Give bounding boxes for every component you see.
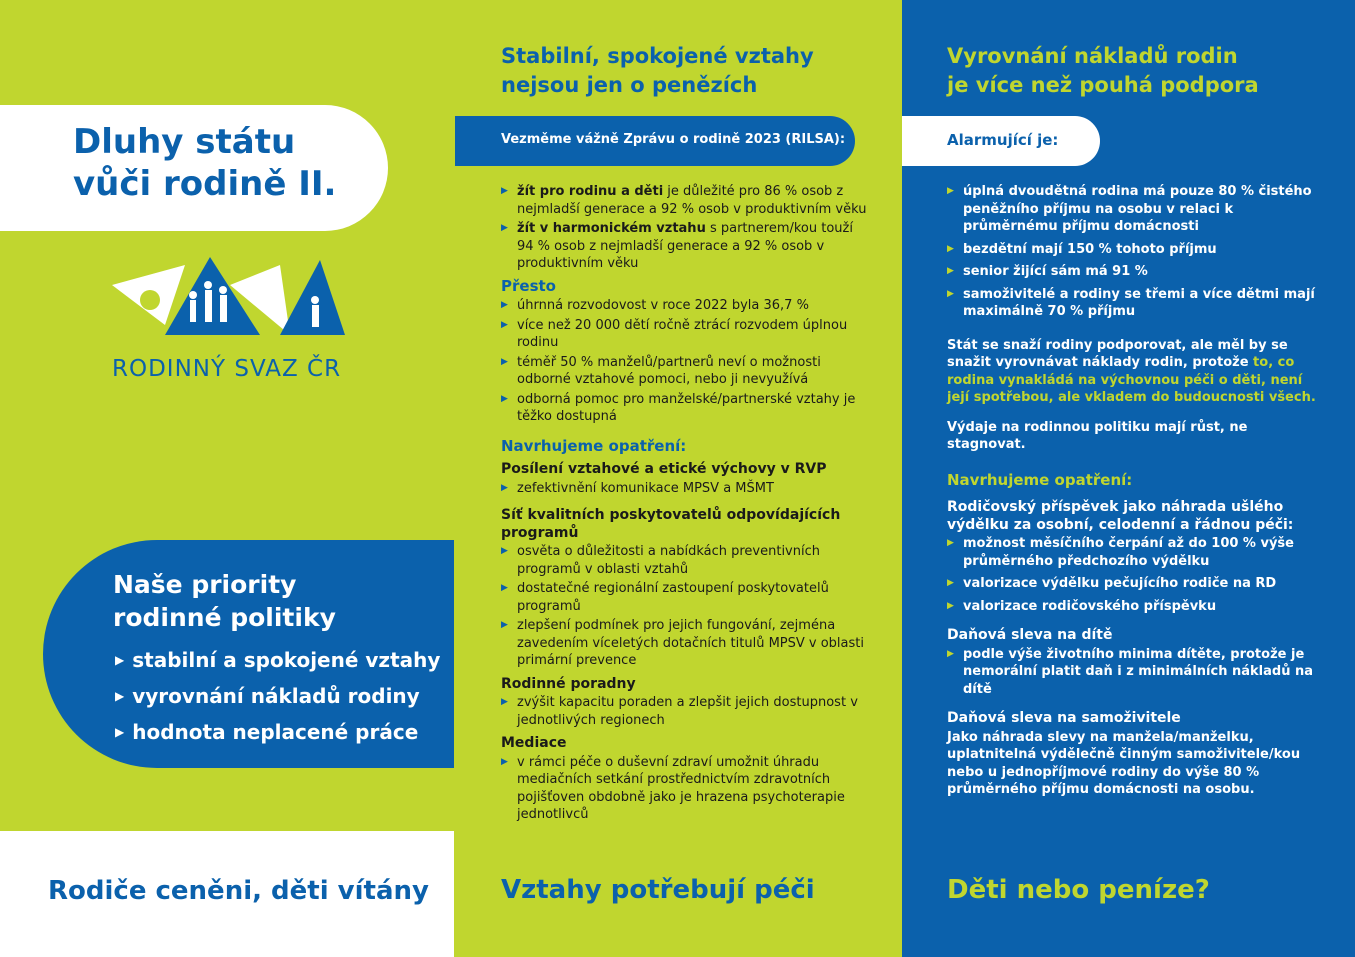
list-item: ▶ osvěta o důležitosti a nabídkách preventivních programů v oblasti vztahů — [501, 544, 820, 577]
bullet-triangle-icon: ▶ — [501, 393, 508, 404]
measure-list — [947, 535, 1317, 615]
paragraph: Jako náhrada slevy na manžela/manželku, uplatnitelná výdělečně činným samoživitele/kou nebo u jednopříjmové rodiny do výše 80 % průměrného příjmu domácnosti na osobu. — [947, 729, 1301, 797]
list-item: ▶ zvýšit kapacitu poraden a zlepšit jejich dostupnost v jednotlivých regionech — [501, 695, 858, 728]
bullet-triangle-icon: ▶ — [501, 583, 508, 593]
bullet-triangle-icon: ▶ — [947, 600, 954, 611]
bullet-triangle-icon: ▶ — [947, 288, 954, 299]
bullet-triangle-icon: ▶ — [501, 756, 508, 767]
page-title — [73, 121, 336, 205]
bullet-triangle-icon: ▶ — [501, 620, 508, 630]
measure-list — [947, 646, 1317, 699]
bullet-triangle-icon: ▶ — [947, 578, 954, 588]
priority-item: ▶ stabilní a spokojené vztahy — [115, 642, 440, 678]
presto-heading: Přesto — [501, 276, 556, 295]
measure-title: Posílení vztahové a etické výchovy v RVP — [501, 461, 827, 477]
bullet-triangle-icon: ▶ — [501, 186, 508, 196]
priorities-heading: Naše priority rodinné politiky — [113, 570, 336, 632]
list-item: ▶ žít pro rodinu a děti je důležité pro 86 % osob z nejmladší generace a 92 % osob v produktivním věku — [501, 184, 867, 217]
measure-title: Rodinné poradny — [501, 675, 636, 692]
measure-list — [501, 754, 871, 824]
title-pill — [0, 105, 388, 231]
list-item: ▶ bezdětní mají 150 % tohoto příjmu — [947, 241, 1217, 257]
right-content — [947, 183, 1317, 799]
footer-slogan-middle: Vztahy potřebují péči — [501, 875, 815, 905]
priority-item: ▶ hodnota neplacené práce — [115, 714, 440, 750]
list-item: ▶ odborná pomoc pro manželské/partnerské vztahy je těžko dostupná — [501, 391, 856, 424]
bullet-triangle-icon: ▶ — [501, 356, 508, 367]
list-item: ▶ valorizace výdělku pečujícího rodiče na RD — [947, 576, 1277, 591]
bullet-triangle-icon: ▶ — [115, 689, 125, 703]
right-panel — [902, 0, 1355, 957]
measure-list — [501, 543, 871, 670]
list-item: ▶ v rámci péče o duševní zdraví umožnit úhradu mediačních setkání prostřednictvím zdravotních pojišťoven obdobně jako je hrazena psychoterapie jednotlivců — [501, 754, 845, 822]
measures-heading: Navrhujeme opatření: — [501, 436, 687, 455]
alarm-list — [947, 183, 1317, 321]
bullet-triangle-icon: ▶ — [947, 538, 954, 548]
measure-list — [501, 694, 871, 729]
right-heading: Vyrovnání nákladů rodin je více než pouhá podpora — [947, 44, 1259, 97]
footer-box-left — [0, 831, 454, 957]
paragraph: Stát se snaží rodiny podporovat, ale měl by se snažit vyrovnávat náklady rodin, protože to, co rodina vynakládá na výchovnou péči o děti, není její spotřebou, ale vkladem do budoucnosti všech. — [947, 337, 1316, 405]
measures-heading: Navrhujeme opatření: — [947, 470, 1133, 489]
list-item: ▶ úhrnná rozvodovost v roce 2022 byla 36,7 % — [501, 298, 809, 313]
list-item: ▶ zefektivnění komunikace MPSV a MŠMT — [501, 480, 774, 496]
measure-title: Mediace — [501, 735, 567, 751]
measure-list — [501, 480, 871, 498]
priorities-list — [115, 642, 440, 750]
list-item: ▶ senior žijící sám má 91 % — [947, 264, 1148, 279]
title-line-1: Dluhy státu — [73, 122, 296, 162]
measure-title: Síť kvalitních poskytovatelů odpovídajících programů — [501, 507, 841, 541]
bullet-triangle-icon: ▶ — [115, 653, 125, 667]
list-item: ▶ téměř 50 % manželů/partnerů neví o možnosti odborné vztahové pomoci, nebo ji nevyužívá — [501, 354, 821, 387]
bullet-triangle-icon: ▶ — [947, 266, 954, 276]
bullet-triangle-icon: ▶ — [115, 725, 125, 739]
list-item: ▶ dostatečné regionální zastoupení poskytovatelů programů — [501, 581, 829, 614]
middle-panel — [454, 0, 902, 957]
bullet-triangle-icon: ▶ — [501, 697, 508, 707]
list-item: ▶ úplná dvoudětná rodina má pouze 80 % čistého peněžního příjmu na osobu v relaci k průměrnému příjmu domácnosti — [947, 184, 1312, 234]
footer-slogan-right: Děti nebo peníze? — [947, 875, 1210, 905]
measure-title: Daňová sleva na samoživitele — [947, 710, 1181, 726]
bullet-triangle-icon: ▶ — [947, 243, 954, 254]
bullet-triangle-icon: ▶ — [947, 186, 954, 196]
right-bar: Alarmující je: — [902, 116, 1100, 166]
measure-title: Rodičovský příspěvek jako náhrada ušlého výdělku za osobní, celodenní a řádnou péči: — [947, 499, 1294, 533]
list-item: ▶ více než 20 000 dětí ročně ztrácí rozvodem úplnou rodinu — [501, 317, 848, 350]
bullet-triangle-icon: ▶ — [501, 300, 508, 310]
bullet-triangle-icon: ▶ — [947, 648, 954, 659]
list-item: ▶ valorizace rodičovského příspěvku — [947, 598, 1217, 614]
list-item: ▶ podle výše životního minima dítěte, protože je nemorální platit daň i z minimálních nákladů na dítě — [947, 646, 1314, 697]
paragraph: Výdaje na rodinnou politiku mají růst, ne stagnovat. — [947, 419, 1248, 452]
bullet-triangle-icon: ▶ — [501, 223, 508, 233]
middle-content — [501, 183, 871, 826]
title-line-2: vůči rodině II. — [73, 164, 337, 204]
list-item: ▶ samoživitelé a rodiny se třemi a více dětmi mají maximálně 70 % příjmu — [947, 286, 1315, 319]
logo-text: RODINNÝ SVAZ ČR — [112, 356, 342, 382]
measure-title: Daňová sleva na dítě — [947, 627, 1113, 643]
list-item: ▶ možnost měsíčního čerpání až do 100 % výše průměrného předchozího výdělku — [947, 536, 1294, 569]
priority-item: ▶ vyrovnání nákladů rodiny — [115, 678, 440, 714]
middle-heading: Stabilní, spokojené vztahy nejsou jen o penězích — [501, 44, 814, 97]
footer-slogan-left: Rodiče ceněni, děti vítány — [48, 876, 429, 906]
intro-list — [501, 183, 871, 273]
left-panel — [0, 0, 454, 957]
bullet-triangle-icon: ▶ — [501, 546, 508, 556]
list-item: ▶ žít v harmonickém vztahu s partnerem/kou touží 94 % osob z nejmladší generace a 92 % osob v produktivním věku — [501, 221, 853, 271]
list-item: ▶ zlepšení podmínek pro jejich fungování, zejména zavedením víceletých dotačních titulů MPSV v oblasti primární prevence — [501, 618, 864, 668]
middle-bar: Vezměme vážně Zprávu o rodině 2023 (RILSA): — [455, 116, 855, 166]
priorities-box — [43, 540, 454, 768]
presto-list — [501, 297, 871, 426]
bullet-triangle-icon: ▶ — [501, 482, 508, 493]
bullet-triangle-icon: ▶ — [501, 319, 508, 330]
